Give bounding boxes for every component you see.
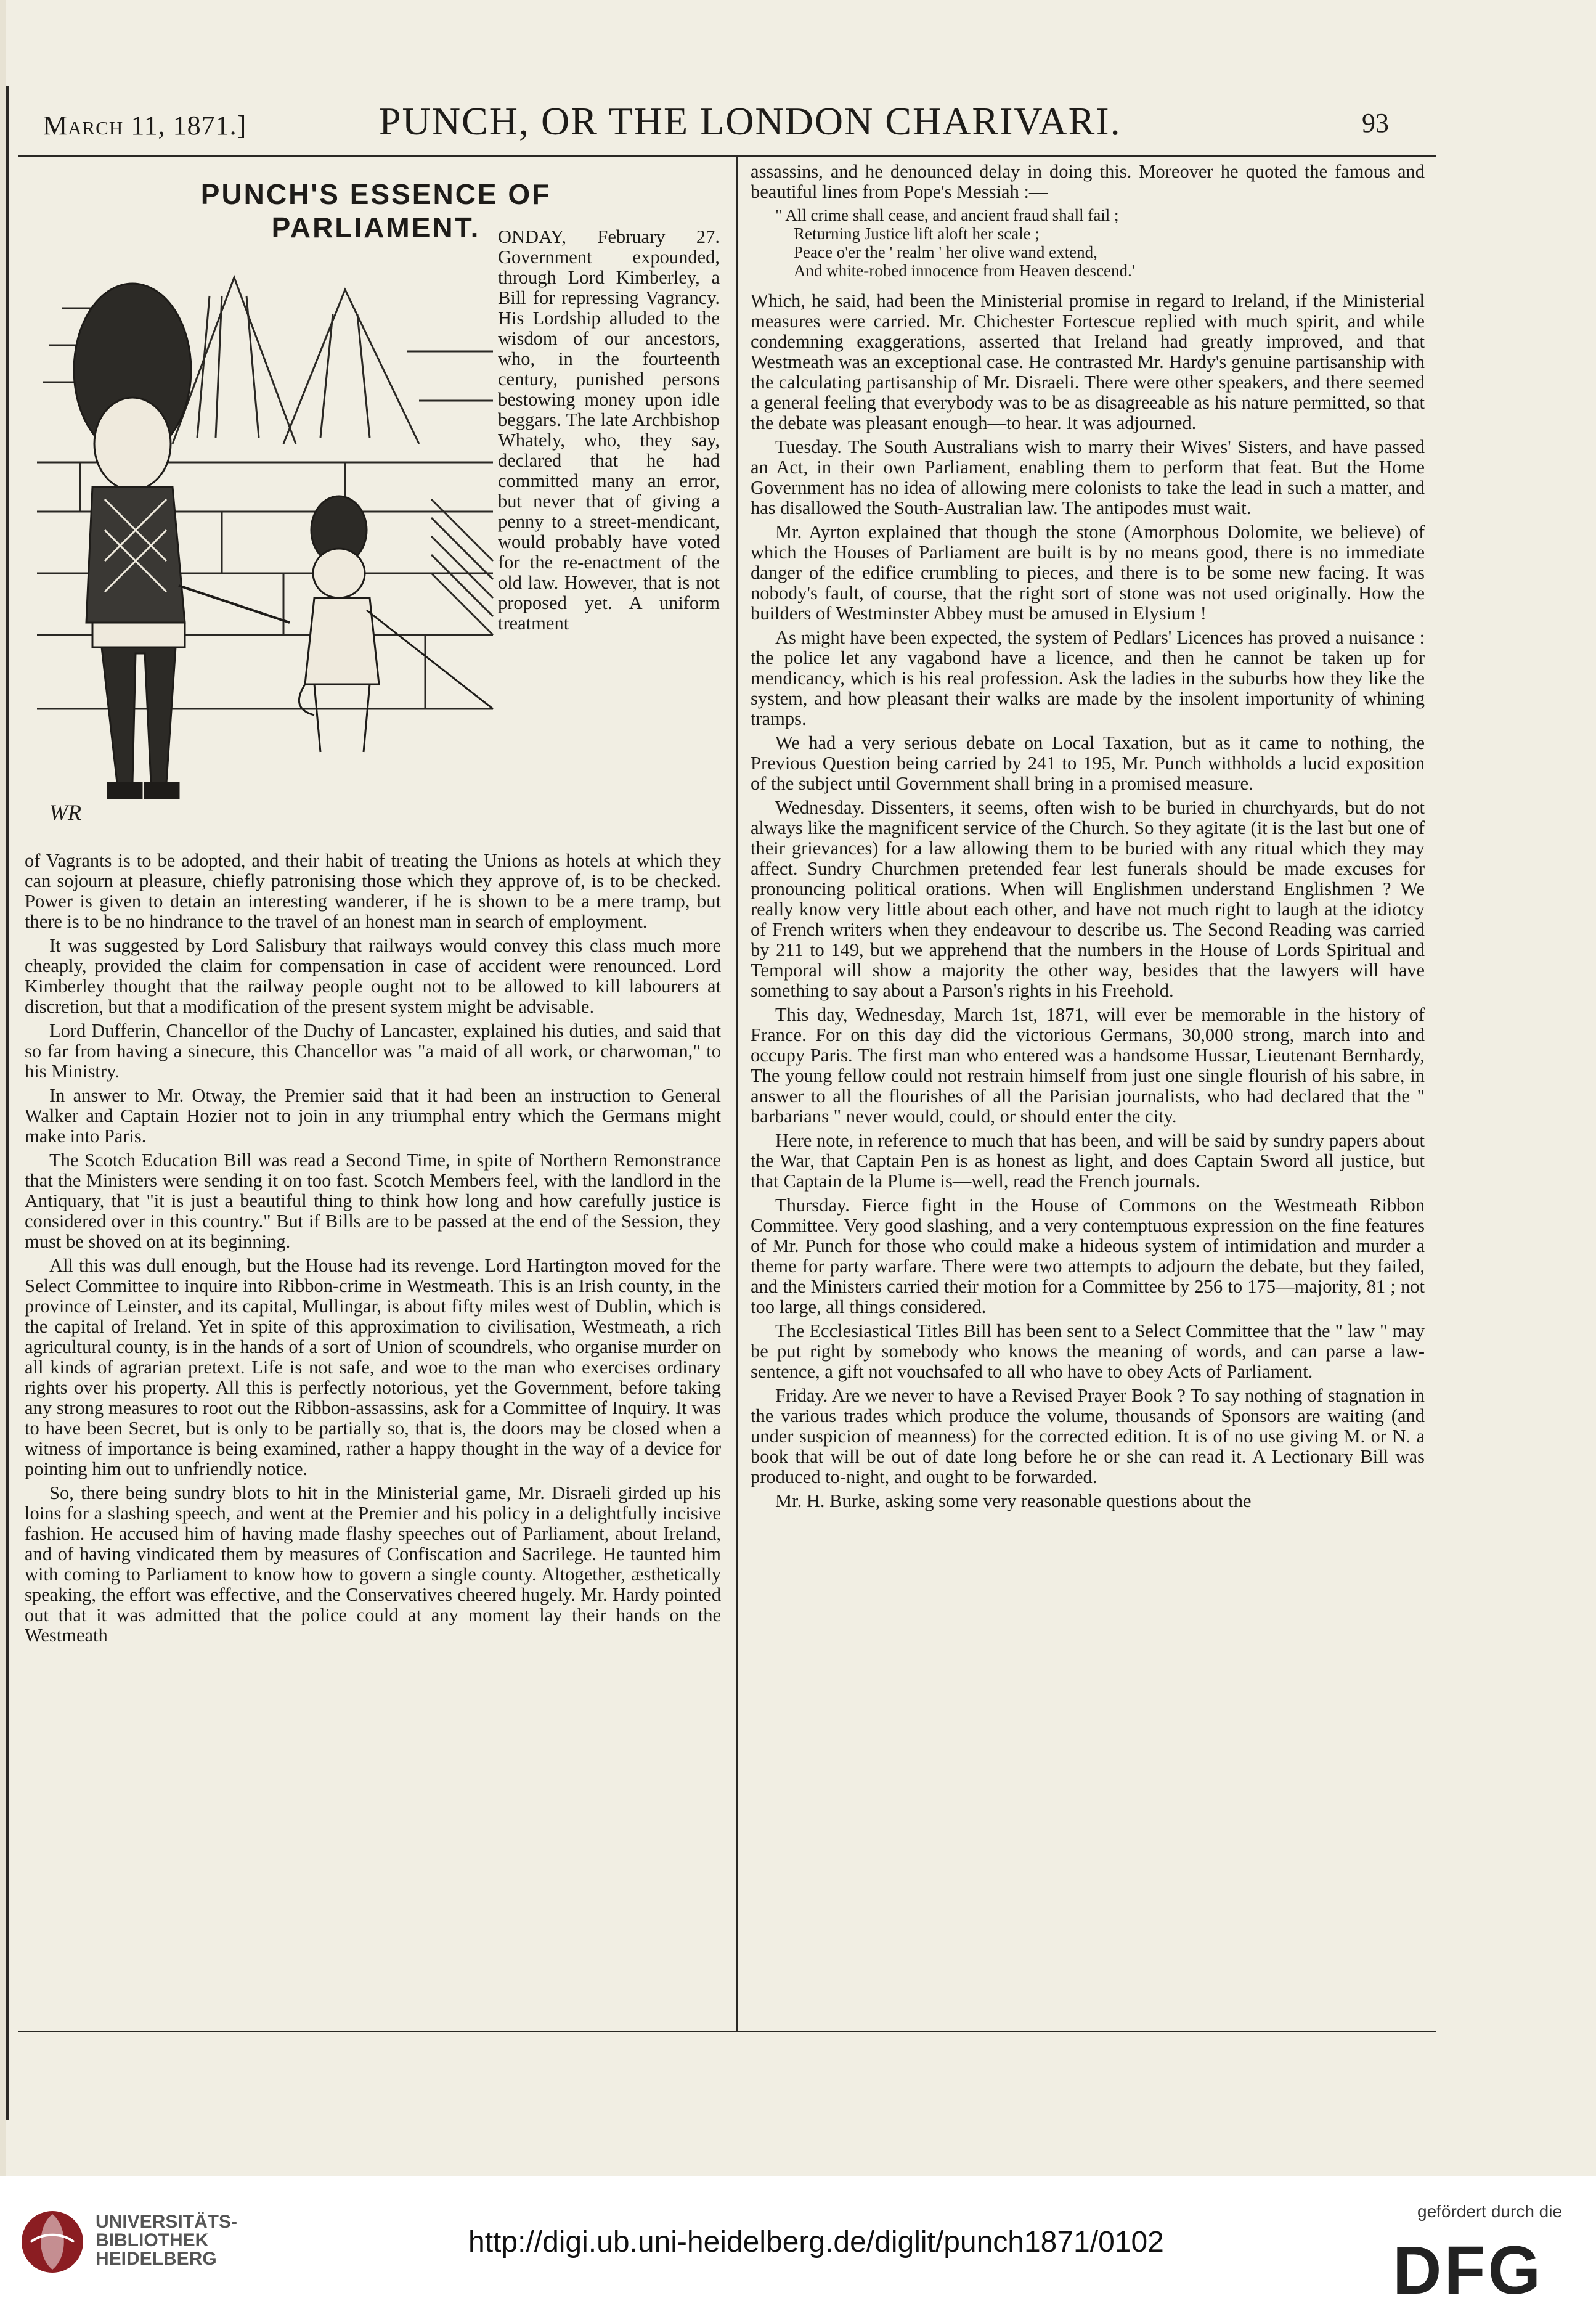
paragraph-friday: Friday. Are we never to have a Revised Prayer Book ? To say nothing of stagnation in the various trades which produce the volume, thousands of Sponsors are waiting (and under suspicion of meanness) for the corrected edition. It is of no use giving M. or N. a book that will be out of date long before he or she can read it. A Lectionary Bill was produced to-night, and ought to be forwarded. xyxy=(751,1385,1425,1487)
paragraph: Lord Dufferin, Chancellor of the Duchy of Lancaster, explained his duties, and said that so far from having a sinecure, this Chancellor was "a maid of all work, or charwoman," to his Ministry. xyxy=(25,1020,721,1082)
library-name: UNIVERSITÄTS- BIBLIOTHEK HEIDELBERG xyxy=(96,2212,238,2269)
opening-paragraph xyxy=(498,227,720,634)
publication-title: PUNCH, OR THE LONDON CHARIVARI. xyxy=(379,99,1122,143)
poem-line: And white-robed innocence from Heaven descend.' xyxy=(794,261,1135,280)
paragraph: As might have been expected, the system of Pedlars' Licences has proved a nuisance : the police let any vagabond have a licence, and then he cannot be taken up for mendicancy, which is his real profession. Ask the ladies in the suburbs how they like the system, and how pleasant their walks are made by the insolent importunity of whining tramps. xyxy=(751,627,1425,729)
poem-line: " All crime shall cease, and ancient fraud shall fail ; xyxy=(775,206,1119,224)
article-title: PUNCH'S ESSENCE OF PARLIAMENT. xyxy=(200,178,552,243)
column-rule xyxy=(736,157,738,2031)
paragraph-wednesday: Wednesday. Dissenters, it seems, often wish to be buried in churchyards, but do not always like the magnificent service of the Church. So they agitate (it is the last but one of their grievances) for a law allowing them to be buried with any ritual which they may affect. Sundry Churchmen pretended fear lest funerals should be made excuses for pronouncing political orations. When will Englishmen understand Englishmen ? We really know very little about each other, and have not much right to laugh at the idiotcy of French writers when they endeavour to describe us. The Second Reading was carried by 211 to 149, but we apprehend that the numbers in the House of Lords Spiritual and Temporal will show a majority the other way, besides that the lawyers will have something to say about a Parson's rights in his Freehold. xyxy=(751,797,1425,1001)
library-logo-icon xyxy=(18,2208,86,2276)
page-edge xyxy=(0,0,6,2322)
paragraph: We had a very serious debate on Local Taxation, but as it came to nothing, the Previous Question being carried by 241 to 195, Mr. Punch withholds a lucid exposition of the subject until Government shall bring in a promised measure. xyxy=(751,732,1425,794)
paragraph: Mr. Ayrton explained that though the stone (Amorphous Dolomite, we believe) of which the Houses of Parliament are built is by no means good, there is no immediate danger of the edifice crumbling to pieces, and there is to be some new facing. It was nobody's fault, of course, that the right sort of stone was not used originally. How the builders of Westminster Abbey must be amused in Elysium ! xyxy=(751,521,1425,624)
paragraph: assassins, and he denounced delay in doing this. Moreover he quoted the famous and beautiful lines from Pope's Messiah :— xyxy=(751,161,1425,202)
paragraph: The Ecclesiastical Titles Bill has been sent to a Select Committee that the " law " may be put right by somebody who knows the meaning of words, and can parse a law-sentence, a gift not vouchsafed to all who have to obey Acts of Parliament. xyxy=(751,1320,1425,1382)
paragraph: It was suggested by Lord Salisbury that railways would convey this class much more cheaply, provided the claim for compensation in case of accident were renounced. Lord Kimberley thought that the railway people ought not to be allowed to kill labourers at discretion, but that a modification of the present system might be advisable. xyxy=(25,935,721,1017)
paragraph: Mr. H. Burke, asking some very reasonable questions about the xyxy=(775,1490,1252,1511)
cartoon-signature: WR xyxy=(49,800,81,825)
paragraph: All this was dull enough, but the House had its revenge. Lord Hartington moved for the Select Committee to inquire into Ribbon-crime in Westmeath. This is an Irish county, in the province of Leinster, and its capital, Mullingar, is about fifty miles west of Dublin, which is the capital of Ireland. Yet in spite of this approximation to civilisation, Westmeath, a rich agricultural county, is in the hands of a sort of Union of scoundrels, who organise murder on all kinds of agrarian pretext. Life is not safe, and woe to the man who exercises ordinary rights over his property. All this is perfectly notorious, yet the Government, before taking any strong measures to root out the Ribbon-assassins, ask for a Committee of Inquiry. It was to have been Secret, but is only to be partially so, that is, the doors may be closed when a witness of importance is being examined, rather a happy thought in the way of a device for pointing him out to unfriendly notice. xyxy=(25,1255,721,1479)
opening-text: ONDAY, February 27. Government expounded, through Lord Kimberley, a Bill for repressing Vagrancy. His Lordship alluded to the wisdom of our ancestors, who, in the fourteenth century, punished persons bestowing money upon idle beggars. The late Archbishop Whately, who, they say, declared that he had committed many an error, but never that of giving a penny to a street-mendicant, would probably have voted for the re-enactment of the old law. However, that is not proposed yet. A uniform treatment xyxy=(498,226,720,634)
poem-line: Peace o'er the ' realm ' her olive wand extend, xyxy=(794,243,1097,261)
paragraph: of Vagrants is to be adopted, and their habit of treating the Unions as hotels at which they can sojourn at pleasure, chiefly patronising those which they approve of, is to be checked. Power is given to detain an interesting wanderer, if he is shown to be a mere tramp, but there is to be no hindrance to the travel of an honest man in search of employment. xyxy=(25,850,721,932)
paragraph-tuesday: Tuesday. The South Australians wish to marry their Wives' Sisters, and have passed an Act, in their own Parliament, enabling them to perform that feat. But the Home Government has no idea of allowing mere colonists to take the lead in such a matter, and has disallowed the South-Australian law. The antipodes must wait. xyxy=(751,436,1425,518)
footer-rule xyxy=(18,2031,1436,2032)
paragraph: The Scotch Education Bill was read a Second Time, in spite of Northern Remonstrance that the Ministers were sending it on too fast. Scotch Members feel, with the landlord in the Antiquary, that "it is just a beautiful thing to think how long and how carefully justice is considered over in this country." But if Bills are to be passed at the end of the Session, they must be shoved on at its beginning. xyxy=(25,1150,721,1252)
paragraph-thursday: Thursday. Fierce fight in the House of Commons on the Westmeath Ribbon Committee. Very good slashing, and a very contemptuous expression on the fine features of Mr. Punch for those who could make a hideous system of intimidation and murder a theme for party warfare. There were two attempts to adjourn the debate, but they failed, and the Ministers carried their motion for a Committee by 256 to 175—majority, 81 ; not too large, all things considered. xyxy=(751,1195,1425,1317)
issue-date: March 11, 1871.] xyxy=(43,110,247,141)
paragraph: Here note, in reference to much that has been, and will be said by sundry papers about the War, that Captain Pen is as honest as light, and does Captain Sword all justice, but that Captain de la Plume is—well, read the French journals. xyxy=(751,1130,1425,1192)
paragraph: This day, Wednesday, March 1st, 1871, will ever be memorable in the history of France. For on this day did the victorious Germans, 30,000 strong, march into and occupy Paris. The first man who entered was a handsome Hussar, Lieutenant Bernhardy, The young fellow could not restrain himself from just one single flourish of his sabre, in answer to all the flourishes of all the Parisian journalists, who had declared that the " barbarians " never would, could, or should enter the city. xyxy=(751,1004,1425,1127)
funding-note: gefördert durch die xyxy=(1417,2202,1563,2221)
source-link[interactable]: http://digi.ub.uni-heidelberg.de/diglit/punch1871/0102 xyxy=(468,2226,1164,2259)
page-border xyxy=(6,86,9,2120)
right-column xyxy=(751,161,1425,1515)
paragraph: So, there being sundry blots to hit in the Ministerial game, Mr. Disraeli girded up his loins for a slashing speech, and went at the Premier and his policy in a delightfully incisive fashion. He accused him of having made flashy speeches out of Parliament, about Ireland, and of having vindicated them by measures of Confiscation and Sacrilege. He taunted him with coming to Parliament to know how to govern a single county. Altogether, æsthetically speaking, the effort was effective, and the Conservatives cheered hugely. Mr. Hardy pointed out that it was admitted that the police could at any moment lay their hands on the Westmeath xyxy=(25,1482,721,1646)
poem-quote xyxy=(751,206,1425,280)
page-number: 93 xyxy=(1362,108,1389,138)
running-head xyxy=(43,99,1399,148)
library-footer xyxy=(0,2176,1596,2322)
cartoon-illustration xyxy=(25,240,499,844)
dfg-logo: DFG xyxy=(1393,2233,1544,2308)
header-rule xyxy=(18,155,1436,157)
paragraph: In answer to Mr. Otway, the Premier said that it had been an instruction to General Walker and Captain Hozier not to join in any triumphal entry which the Germans might make into Paris. xyxy=(25,1085,721,1147)
paragraph: Which, he said, had been the Ministerial promise in regard to Ireland, if the Ministerial measures were carried. Mr. Chichester Fortescue replied with much spirit, and while condemning exaggerations, asserted that Ireland had greatly improved, and that Westmeath was an exceptional case. He contrasted Mr. Hardy's genuine partisanship with the calculating partisanship of Mr. Disraeli. There were other speakers, and there seemed a general feeling that everybody was to be as disagreeable as his nature permitted, so that the debate was pleasant enough—to hear. It was adjourned. xyxy=(751,290,1425,433)
poem-line: Returning Justice lift aloft her scale ; xyxy=(794,224,1040,243)
left-column xyxy=(25,851,721,1650)
